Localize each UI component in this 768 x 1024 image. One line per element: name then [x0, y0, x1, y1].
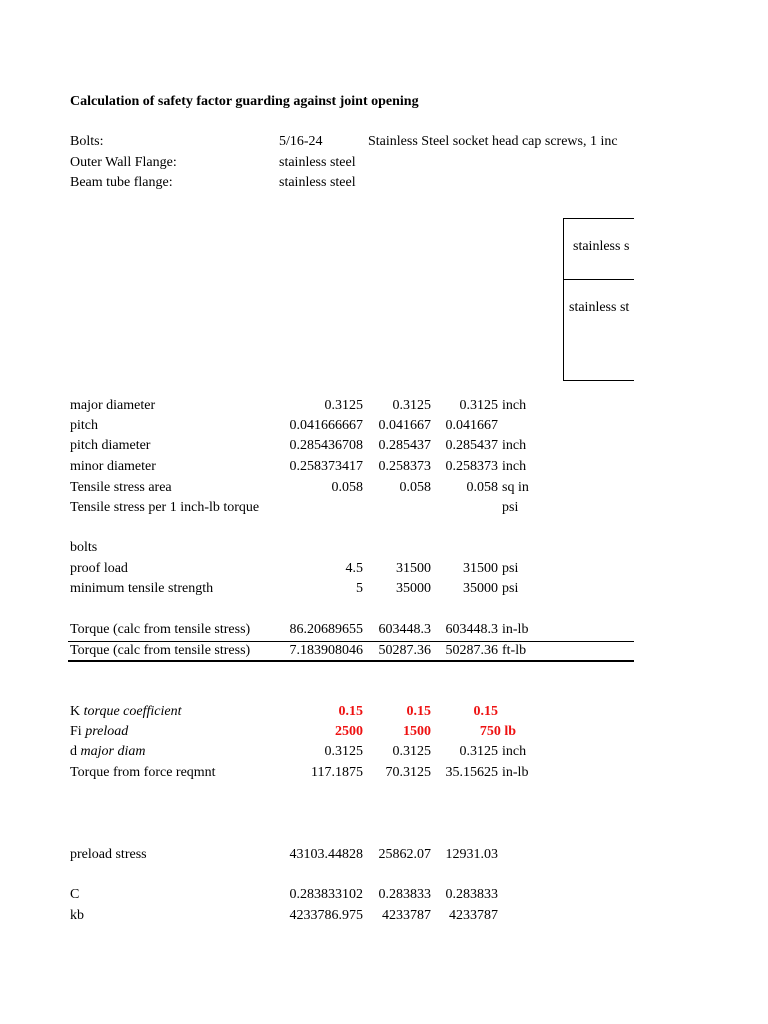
row-label: minimum tensile strength — [70, 581, 214, 596]
side-box-top-border — [563, 218, 634, 219]
cell-col1: 2500 — [335, 724, 363, 739]
cell-unit: psi — [502, 561, 519, 576]
cell-col3: 35.15625 — [445, 765, 498, 780]
cell-col1: 0.285436708 — [289, 438, 363, 453]
cell-col2: 31500 — [396, 561, 431, 576]
row-label: proof load — [70, 561, 128, 576]
beam-tube-flange-label: Beam tube flange: — [70, 175, 173, 190]
cell-unit: ft-lb — [502, 643, 527, 658]
cell-unit: in-lb — [502, 765, 529, 780]
cell-col1: 5 — [356, 581, 363, 596]
cell-unit: psi — [502, 581, 519, 596]
bolts-label: Bolts: — [70, 134, 104, 149]
cell-col1: 43103.44828 — [289, 847, 363, 862]
cell-col1: 4233786.975 — [289, 908, 363, 923]
cell-col1: 0.283833102 — [289, 887, 363, 902]
row-label — [70, 724, 128, 740]
bolts-size: 5/16-24 — [279, 134, 323, 149]
row-symbol: Fi — [70, 724, 82, 739]
cell-col3: 750 lb — [479, 724, 516, 739]
row-label: Torque (calc from tensile stress) — [70, 643, 251, 658]
row-label: pitch diameter — [70, 438, 151, 453]
cell-unit: lb — [504, 724, 516, 739]
cell-col2: 1500 — [403, 724, 431, 739]
cell-col3: 0.058 — [466, 480, 498, 495]
cell-col3: 603448.3 — [445, 622, 498, 637]
cell-col1: 117.1875 — [311, 765, 363, 780]
cell-col3: 12931.03 — [445, 847, 498, 862]
cell-col3: 0.041667 — [445, 418, 498, 433]
cell-col1: 0.041666667 — [289, 418, 363, 433]
cell-col3: 31500 — [463, 561, 498, 576]
cell-col2: 0.283833 — [378, 887, 431, 902]
cell-col2: 4233787 — [382, 908, 431, 923]
cell-col3: 0.3125 — [459, 744, 498, 759]
cell-col3: 35000 — [463, 581, 498, 596]
cell-col1: 0.3125 — [324, 744, 363, 759]
row-label: Tensile stress area — [70, 480, 172, 495]
row-symbol: d — [70, 744, 77, 759]
cell-col1: 0.058 — [331, 480, 363, 495]
row-label — [70, 744, 145, 760]
row-label: Torque from force reqmnt — [70, 765, 216, 780]
cell-col3: 0.258373 — [445, 459, 498, 474]
row-symbol: K — [70, 704, 81, 719]
cell-unit: inch — [502, 744, 527, 759]
cell-unit: inch — [502, 459, 527, 474]
cell-col2: 0.058 — [399, 480, 431, 495]
cell-col2: 0.041667 — [378, 418, 431, 433]
side-box-line1: stainless s — [573, 239, 630, 254]
cell-col1: 0.3125 — [324, 398, 363, 413]
outer-wall-flange-label: Outer Wall Flange: — [70, 155, 177, 170]
cell-col3: 50287.36 — [445, 643, 498, 658]
row-label: C — [70, 887, 80, 902]
cell-col3: 0.3125 — [459, 398, 498, 413]
cell-unit: psi — [502, 500, 519, 515]
row-description: major diam — [80, 744, 146, 759]
outer-wall-flange-value: stainless steel — [279, 155, 356, 170]
cell-unit: sq in — [502, 480, 529, 495]
side-box-line2: stainless st — [569, 300, 630, 315]
cell-col3: 0.15 — [473, 704, 498, 719]
cell-col2: 0.258373 — [378, 459, 431, 474]
cell-col2: 35000 — [396, 581, 431, 596]
cell-col2: 0.3125 — [392, 398, 431, 413]
cell-unit: inch — [502, 438, 527, 453]
cell-col3: 4233787 — [449, 908, 498, 923]
cell-col2: 25862.07 — [378, 847, 431, 862]
row-label: minor diameter — [70, 459, 156, 474]
row-label: preload stress — [70, 847, 147, 862]
row-label: Tensile stress per 1 inch-lb torque — [70, 500, 260, 515]
cell-col2: 70.3125 — [385, 765, 431, 780]
cell-col2: 50287.36 — [378, 643, 431, 658]
side-box-middle-border — [563, 279, 634, 280]
row-label — [70, 704, 181, 720]
cell-col1: 0.258373417 — [289, 459, 363, 474]
row-description: torque coefficient — [83, 704, 182, 719]
cell-col1: 7.183908046 — [289, 643, 363, 658]
cell-col3: 0.283833 — [445, 887, 498, 902]
side-box-left-border — [563, 218, 564, 381]
row-label: Torque (calc from tensile stress) — [70, 622, 251, 637]
row-label: major diameter — [70, 398, 156, 413]
row-label: pitch — [70, 418, 98, 433]
cell-col2: 0.3125 — [392, 744, 431, 759]
cell-col3: 0.285437 — [445, 438, 498, 453]
cell-col2: 0.285437 — [378, 438, 431, 453]
bolts-heading: bolts — [70, 540, 98, 555]
sheet-title: Calculation of safety factor guarding against joint opening — [70, 94, 419, 109]
section-divider — [68, 660, 634, 662]
beam-tube-flange-value: stainless steel — [279, 175, 356, 190]
cell-col1: 0.15 — [338, 704, 363, 719]
row-divider — [68, 641, 634, 642]
side-box-bottom-border — [563, 380, 634, 381]
cell-unit: in-lb — [502, 622, 529, 637]
cell-col1: 86.20689655 — [289, 622, 363, 637]
row-label: kb — [70, 908, 84, 923]
cell-col2: 603448.3 — [378, 622, 431, 637]
row-description: preload — [85, 724, 129, 739]
cell-unit: inch — [502, 398, 527, 413]
bolts-description: Stainless Steel socket head cap screws, 1 inc — [368, 134, 618, 149]
cell-col1: 4.5 — [345, 561, 363, 576]
cell-col2: 0.15 — [406, 704, 431, 719]
